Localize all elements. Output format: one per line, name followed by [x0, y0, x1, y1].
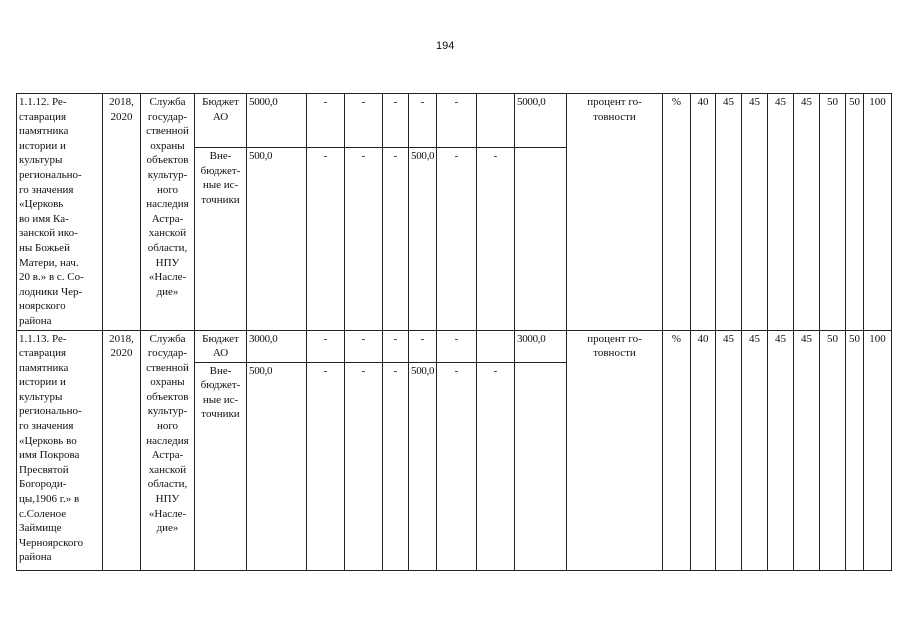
indicator-target: 45	[768, 94, 794, 331]
funding-year-value: -	[409, 94, 437, 148]
indicator-target: 100	[864, 94, 892, 331]
funding-year-value: 5000,0	[515, 94, 567, 148]
funding-year-value: -	[383, 94, 409, 148]
indicator-target: 50	[820, 94, 846, 331]
indicator-name: процент го- товности	[567, 330, 663, 570]
indicator-target: 45	[742, 330, 768, 570]
funding-year-value: -	[345, 362, 383, 570]
implementation-years: 2018, 2020	[103, 94, 141, 331]
indicator-name: процент го- товности	[567, 94, 663, 331]
funding-year-value: -	[307, 362, 345, 570]
indicator-unit: %	[663, 330, 691, 570]
funding-total: 500,0	[247, 362, 307, 570]
measure-name: 1.1.12. Ре- ставрация памятника истории и культуры регионально- го значения «Церковь во имя Ка- занской ико- ны Божьей Матери, нач. 20 в.» в с. Со- лодники Чер- ноярского района	[17, 94, 103, 331]
indicator-target: 45	[794, 94, 820, 331]
funding-year-value: -	[383, 362, 409, 570]
funding-year-value	[515, 362, 567, 570]
table-row	[17, 330, 892, 362]
funding-year-value: -	[345, 148, 383, 330]
funding-year-value: -	[307, 94, 345, 148]
funding-year-value: -	[477, 362, 515, 570]
implementation-years: 2018, 2020	[103, 330, 141, 570]
funding-year-value: -	[383, 330, 409, 362]
indicator-target: 45	[768, 330, 794, 570]
funding-year-value: -	[307, 148, 345, 330]
funding-total: 500,0	[247, 148, 307, 330]
executor: Служба государ- ственной охраны объектов культур- ного наследия Астра- ханской области, НПУ «Насле- дие»	[141, 330, 195, 570]
funding-year-value	[477, 330, 515, 362]
funding-year-value: -	[437, 94, 477, 148]
executor: Служба государ- ственной охраны объектов культур- ного наследия Астра- ханской области, НПУ «Насле- дие»	[141, 94, 195, 331]
indicator-target: 45	[794, 330, 820, 570]
measure-name: 1.1.13. Ре- ставрация памятника истории и культуры регионально- го значения «Церковь во имя Покрова Пресвятой Богороди- цы,1906 г.» в с.Соленое Займище Черноярского района	[17, 330, 103, 570]
indicator-target: 45	[716, 94, 742, 331]
page-number: 194	[436, 40, 455, 52]
funding-year-value: 500,0	[409, 362, 437, 570]
indicator-target: 50	[846, 94, 864, 331]
funding-source: Вне- бюджет- ные ис- точники	[195, 362, 247, 570]
table-row	[17, 94, 892, 148]
funding-source: Бюджет АО	[195, 330, 247, 362]
indicator-target: 40	[691, 330, 716, 570]
indicator-target: 40	[691, 94, 716, 331]
funding-total: 5000,0	[247, 94, 307, 148]
funding-year-value: -	[437, 330, 477, 362]
funding-source: Бюджет АО	[195, 94, 247, 148]
funding-year-value: -	[345, 330, 383, 362]
funding-year-value: -	[307, 330, 345, 362]
funding-year-value	[477, 94, 515, 148]
funding-year-value: -	[409, 330, 437, 362]
funding-year-value: 3000,0	[515, 330, 567, 362]
funding-year-value: -	[437, 362, 477, 570]
funding-year-value: -	[477, 148, 515, 330]
funding-total: 3000,0	[247, 330, 307, 362]
funding-year-value: 500,0	[409, 148, 437, 330]
funding-source: Вне- бюджет- ные ис- точники	[195, 148, 247, 330]
indicator-target: 50	[846, 330, 864, 570]
funding-year-value: -	[345, 94, 383, 148]
indicator-target: 45	[742, 94, 768, 331]
indicator-unit: %	[663, 94, 691, 331]
funding-year-value: -	[383, 148, 409, 330]
funding-year-value: -	[437, 148, 477, 330]
funding-year-value	[515, 148, 567, 330]
indicator-target: 100	[864, 330, 892, 570]
indicator-target: 50	[820, 330, 846, 570]
indicator-target: 45	[716, 330, 742, 570]
budget-table	[16, 93, 892, 571]
